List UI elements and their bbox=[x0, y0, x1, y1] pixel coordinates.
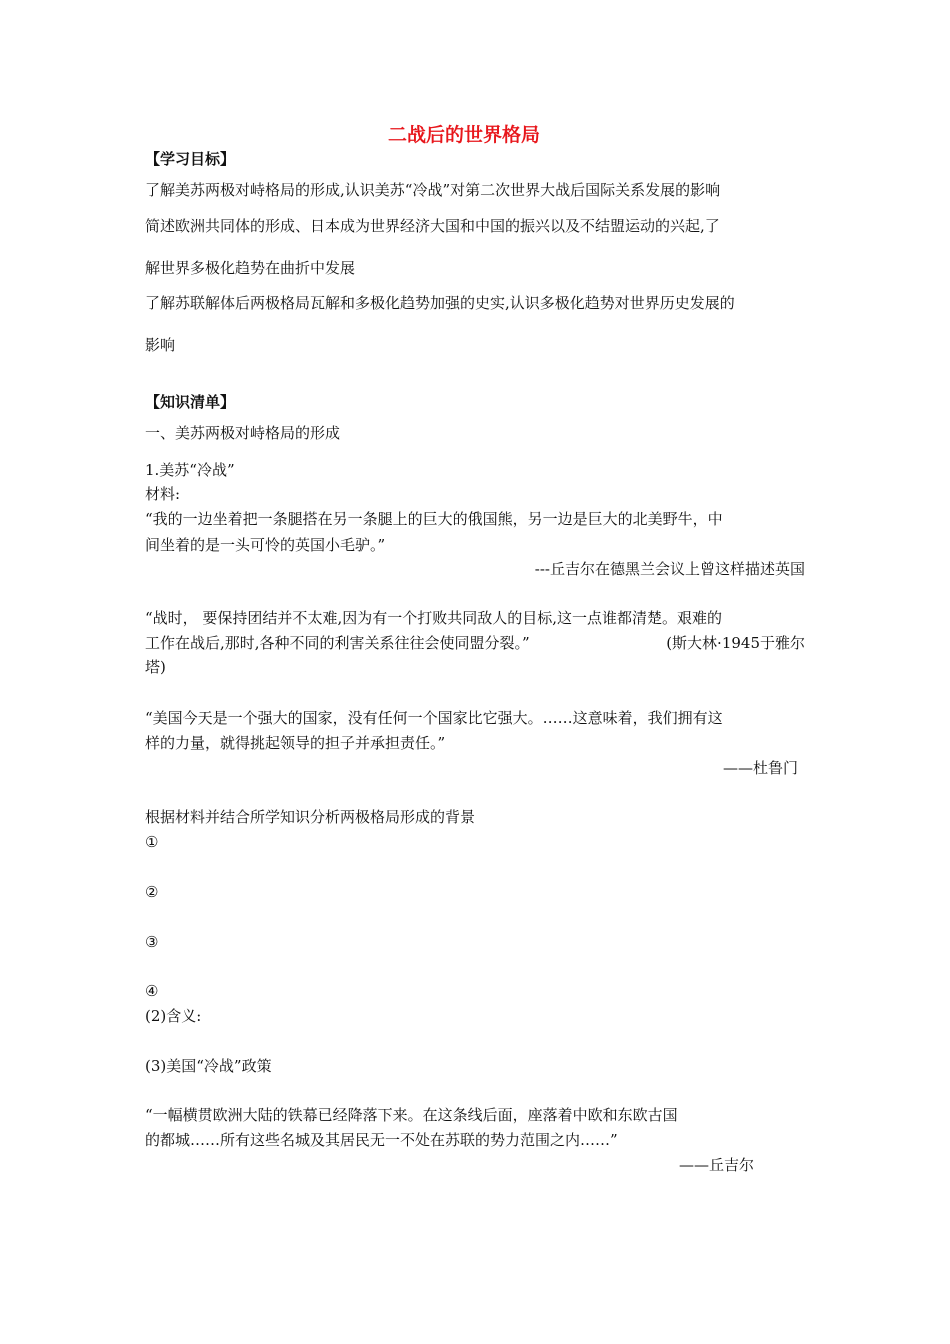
goal-line: 解世界多极化趋势在曲折中发展 bbox=[145, 259, 356, 277]
goal-line: 影响 bbox=[145, 336, 176, 354]
policy-item: (3)美国“冷战”政策 bbox=[145, 1057, 272, 1075]
meaning-item: (2)含义: bbox=[145, 1007, 202, 1025]
answer-marker: ① bbox=[145, 833, 159, 851]
quote-line: 的都城……所有这些名城及其居民无一不处在苏联的势力范围之内……” bbox=[145, 1131, 618, 1149]
quote-source: ——丘吉尔 bbox=[678, 1156, 754, 1174]
quote-line: 间坐着的是一头可怜的英国小毛驴。” bbox=[145, 536, 386, 554]
quote-line: “一幅横贯欧洲大陆的铁幕已经降落下来。在这条线后面，座落着中欧和东欧古国 bbox=[145, 1106, 678, 1124]
quote-line: 塔) bbox=[145, 658, 166, 676]
goal-line: 简述欧洲共同体的形成、日本成为世界经济大国和中国的振兴以及不结盟运动的兴起,了 bbox=[145, 217, 720, 235]
section-heading: 一、美苏两极对峙格局的形成 bbox=[145, 424, 341, 442]
subsection-heading: 1.美苏“冷战” bbox=[145, 461, 235, 479]
answer-marker: ④ bbox=[145, 982, 159, 1000]
analysis-prompt: 根据材料并结合所学知识分析两极格局形成的背景 bbox=[145, 808, 476, 826]
goals-heading: 【学习目标】 bbox=[145, 150, 236, 168]
quote-source: (斯大林·1945于雅尔 bbox=[666, 634, 805, 652]
quote-source: ---丘吉尔在德黑兰会议上曾这样描述英国 bbox=[534, 560, 805, 578]
quote-line: “战时， 要保持团结并不太难,因为有一个打败共同敌人的目标,这一点谁都清楚。艰难的 bbox=[145, 609, 722, 627]
knowledge-heading: 【知识清单】 bbox=[145, 393, 236, 411]
material-label: 材料: bbox=[145, 485, 181, 503]
answer-marker: ② bbox=[145, 883, 159, 901]
quote-line: “美国今天是一个强大的国家，没有任何一个国家比它强大。……这意味着，我们拥有这 bbox=[145, 709, 723, 727]
quote-line: “我的一边坐着把一条腿搭在另一条腿上的巨大的俄国熊，另一边是巨大的北美野牛，中 bbox=[145, 510, 723, 528]
document-title: 二战后的世界格局 bbox=[388, 124, 541, 146]
quote-line: 样的力量，就得挑起领导的担子并承担责任。” bbox=[145, 734, 446, 752]
goal-line: 了解苏联解体后两极格局瓦解和多极化趋势加强的史实,认识多极化趋势对世界历史发展的 bbox=[145, 294, 735, 312]
quote-source: ——杜鲁门 bbox=[722, 759, 798, 777]
answer-marker: ③ bbox=[145, 933, 159, 951]
goal-line: 了解美苏两极对峙格局的形成,认识美苏“冷战”对第二次世界大战后国际关系发展的影响 bbox=[145, 181, 721, 199]
quote-line: 工作在战后,那时,各种不同的利害关系往往会使同盟分裂。” bbox=[145, 634, 530, 652]
